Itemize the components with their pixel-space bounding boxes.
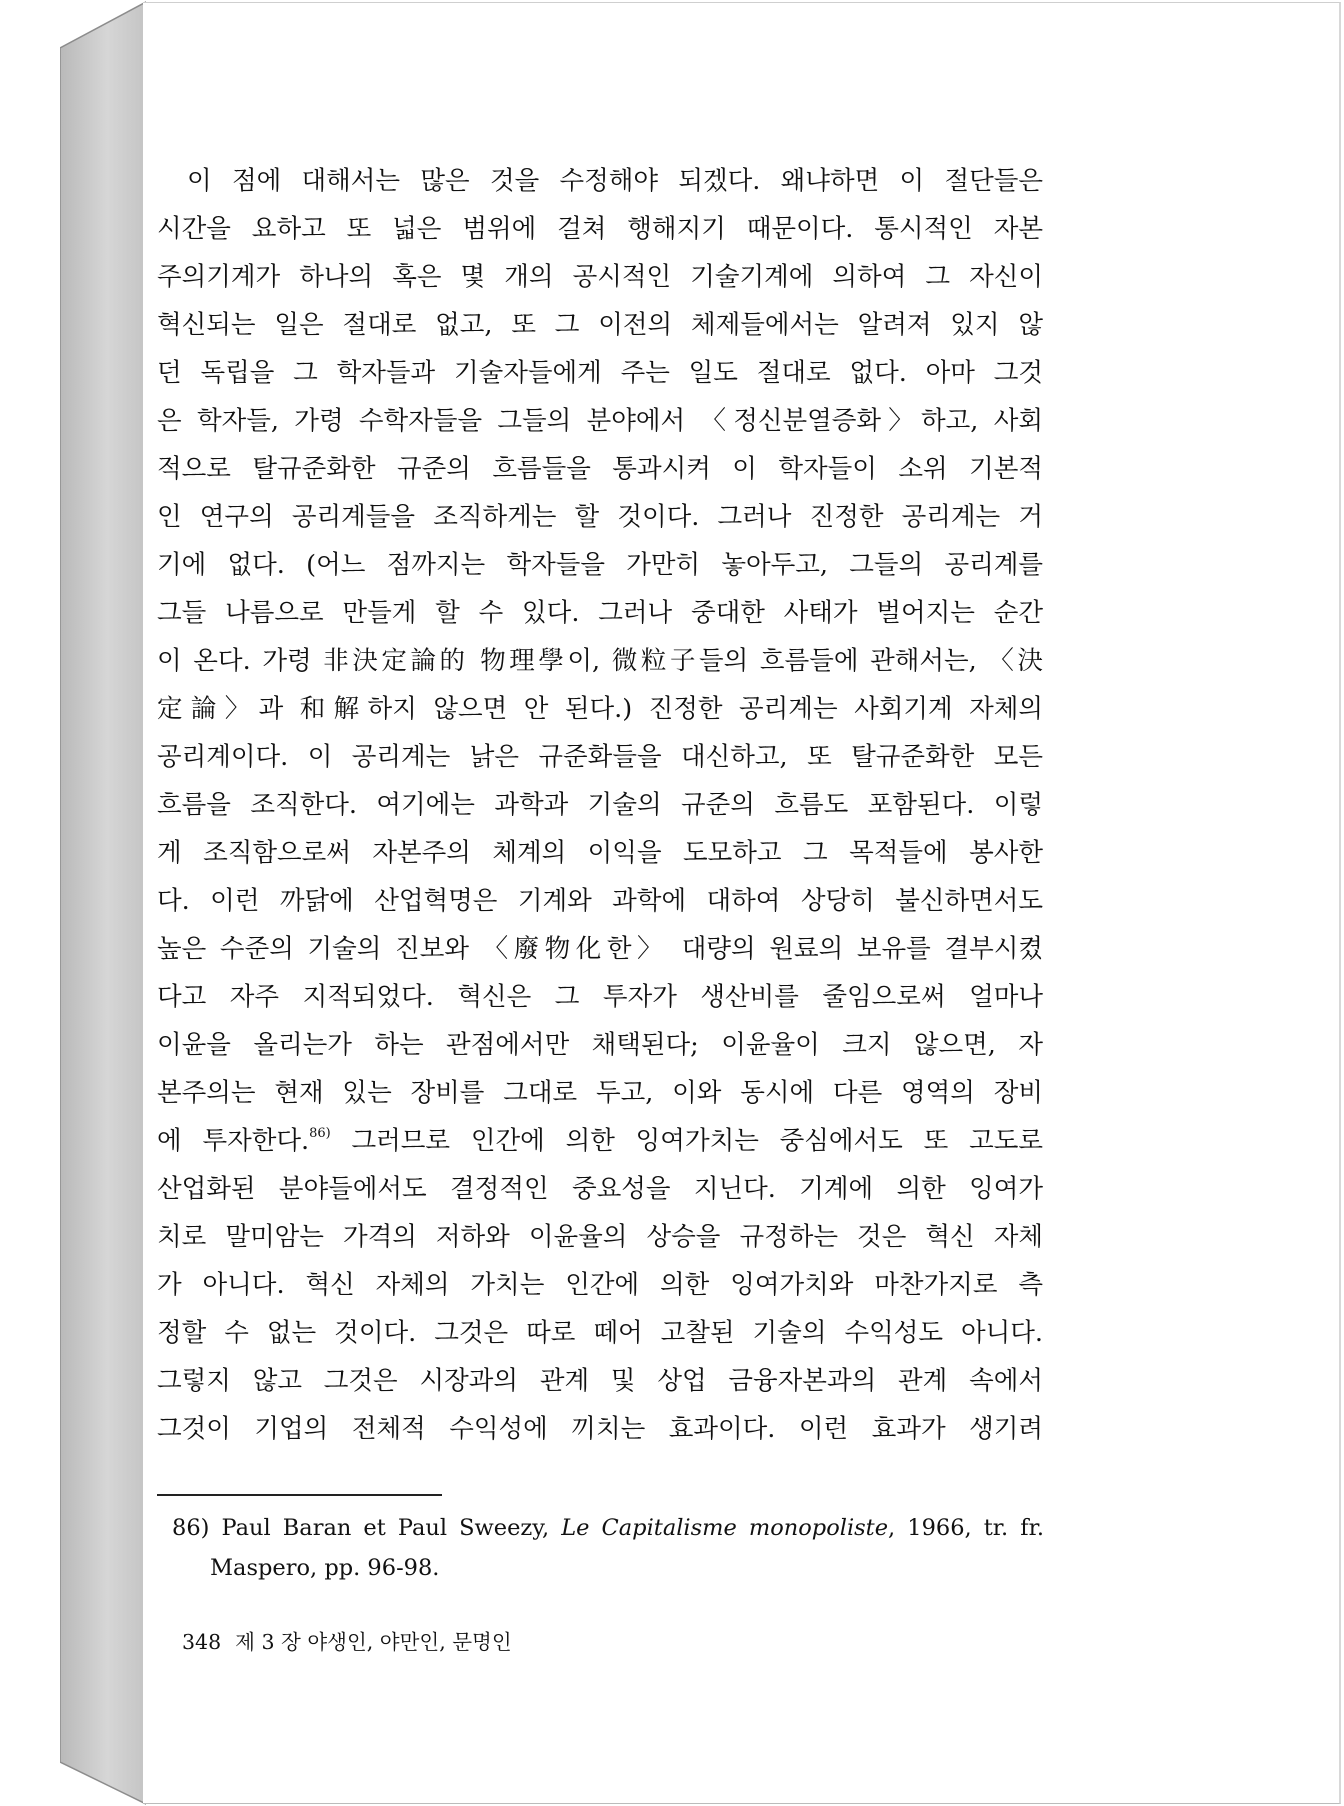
text-line: 산업화된 분야들에서도 결정적인 중요성을 지닌다. 기계에 의한 잉여가 [157, 1174, 1043, 1204]
text-segment: 에 투자한다. [157, 1126, 310, 1156]
book-spine-edge [60, 0, 146, 1806]
text-line: 적으로 탈규준화한 규준의 흐름들을 통과시켜 이 학자들이 소위 기본적 [157, 454, 1043, 484]
text-line: 다고 자주 지적되었다. 혁신은 그 투자가 생산비를 줄임으로써 얼마나 [157, 982, 1043, 1012]
footnote-book-title: Le Capitalisme monopoliste [561, 1515, 889, 1541]
text-line: 인 연구의 공리계들을 조직하게는 할 것이다. 그러나 진정한 공리계는 거 [157, 502, 1043, 532]
text-line: 던 독립을 그 학자들과 기술자들에게 주는 일도 절대로 없다. 아마 그것 [157, 358, 1043, 388]
footnote-authors: Paul Baran et Paul Sweezy, [221, 1515, 550, 1541]
text-line: 게 조직함으로써 자본주의 체계의 이익을 도모하고 그 목적들에 봉사한 [157, 838, 1043, 868]
footnote-number: 86) [172, 1515, 210, 1541]
footnote-reference[interactable]: 86) [309, 1126, 331, 1141]
text-line: 치로 말미암는 가격의 저하와 이윤율의 상승을 규정하는 것은 혁신 자체 [157, 1222, 1043, 1252]
text-line: 기에 없다. (어느 점까지는 학자들을 가만히 놓아두고, 그들의 공리계를 [157, 550, 1043, 580]
text-line: 흐름을 조직한다. 여기에는 과학과 기술의 규준의 흐름도 포함된다. 이렇 [157, 790, 1043, 820]
page-number: 348 [182, 1630, 222, 1654]
text-line: 높은 수준의 기술의 진보와 〈廢物化한〉 대량의 원료의 보유를 결부시켰 [157, 934, 1043, 964]
text-line: 공리계이다. 이 공리계는 낡은 규준화들을 대신하고, 또 탈규준화한 모든 [157, 742, 1043, 772]
text-line: 본주의는 현재 있는 장비를 그대로 두고, 이와 동시에 다른 영역의 장비 [157, 1078, 1043, 1108]
text-line: 定論〉과 和解하지 않으면 안 된다.) 진정한 공리계는 사회기계 자체의 [157, 694, 1043, 724]
footnote-line: Maspero, pp. 96-98. [210, 1555, 440, 1581]
text-line: 이윤을 올리는가 하는 관점에서만 채택된다; 이윤율이 크지 않으면, 자 [157, 1030, 1043, 1060]
footnote-details: , 1966, tr. fr. [888, 1515, 1045, 1541]
text-line: 그것이 기업의 전체적 수익성에 끼치는 효과이다. 이런 효과가 생기려 [157, 1414, 1043, 1444]
text-line: 그들 나름으로 만들게 할 수 있다. 그러나 중대한 사태가 벌어지는 순간 [157, 598, 1043, 628]
text-line: 정할 수 없는 것이다. 그것은 따로 떼어 고찰된 기술의 수익성도 아니다. [157, 1318, 1043, 1348]
body-text [157, 157, 1043, 1453]
text-line: 그렇지 않고 그것은 시장과의 관계 및 상업 금융자본과의 관계 속에서 [157, 1366, 1043, 1396]
text-line: 이 온다. 가령 非決定論的 物理學이, 微粒子들의 흐름들에 관해서는, 〈決 [157, 646, 1043, 676]
chapter-title: 제 3 장 야생인, 야만인, 문명인 [235, 1630, 512, 1654]
text-line: 다. 이런 까닭에 산업혁명은 기계와 과학에 대하여 상당히 불신하면서도 [157, 886, 1043, 916]
footnote [172, 1508, 1044, 1588]
text-line-with-footnote-ref [157, 1117, 1043, 1165]
running-footer [182, 1625, 512, 1655]
text-line: 가 아니다. 혁신 자체의 가치는 인간에 의한 잉여가치와 마찬가지로 측 [157, 1270, 1043, 1300]
text-segment: 그러므로 인간에 의한 잉여가치는 중심에서도 또 고도로 [330, 1126, 1043, 1156]
text-line: 주의기계가 하나의 혹은 몇 개의 공시적인 기술기계에 의하여 그 자신이 [157, 262, 1043, 292]
text-line: 시간을 요하고 또 넓은 범위에 걸쳐 행해지기 때문이다. 통시적인 자본 [157, 214, 1043, 244]
footnote-line [172, 1508, 1044, 1548]
text-line: 은 학자들, 가령 수학자들을 그들의 분야에서 〈정신분열증화〉하고, 사회 [157, 406, 1043, 436]
text-line: 혁신되는 일은 절대로 없고, 또 그 이전의 체제들에서는 알려져 있지 않 [157, 310, 1043, 340]
text-line: 이 점에 대해서는 많은 것을 수정해야 되겠다. 왜냐하면 이 절단들은 [187, 166, 1043, 196]
footnote-divider [157, 1494, 442, 1496]
